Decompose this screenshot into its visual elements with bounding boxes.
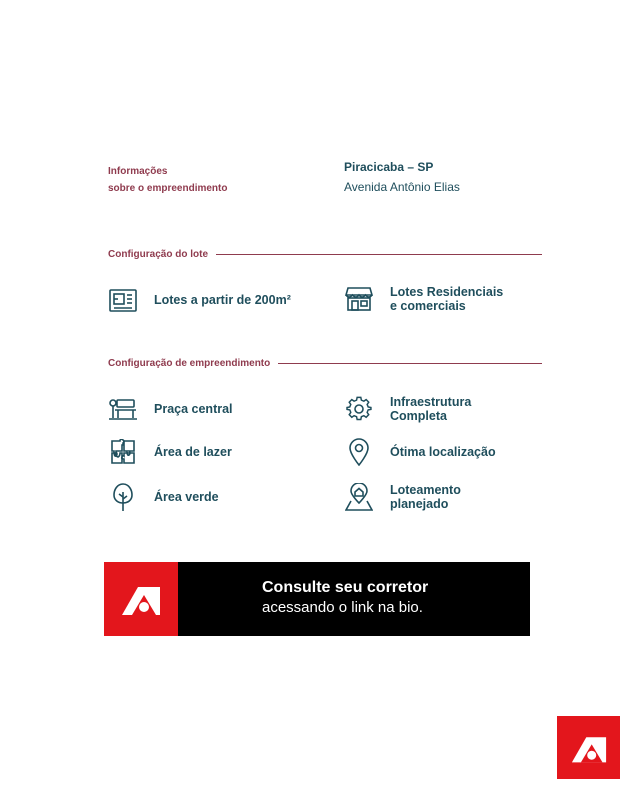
store-icon bbox=[344, 284, 374, 314]
section-empreendimento-title: Configuração de empreendimento bbox=[108, 358, 271, 369]
feature-loteamento-planejado bbox=[344, 482, 461, 512]
cta-subtitle: acessando o link na bio. bbox=[262, 599, 423, 616]
info-label-line1: Informações bbox=[108, 166, 168, 177]
feature-text-line1: Loteamento bbox=[390, 483, 461, 497]
section-divider bbox=[278, 363, 542, 364]
feature-area-lazer bbox=[108, 437, 232, 467]
brand-logo bbox=[104, 562, 178, 636]
section-lote-header bbox=[108, 249, 542, 260]
feature-lotes-residenciais bbox=[344, 284, 503, 314]
blueprint-icon bbox=[108, 285, 138, 315]
feature-infraestrutura bbox=[344, 394, 471, 424]
info-label-line2: sobre o empreendimento bbox=[108, 183, 228, 194]
location-street: Avenida Antônio Elias bbox=[344, 180, 460, 194]
feature-text-line2: e comerciais bbox=[390, 299, 466, 313]
bench-icon bbox=[108, 394, 138, 424]
feature-text-line1: Lotes Residenciais bbox=[390, 285, 504, 299]
section-divider bbox=[216, 254, 542, 255]
cta-title: Consulte seu corretor bbox=[262, 579, 429, 596]
feature-text-line1: Infraestrutura bbox=[390, 395, 472, 409]
feature-text: Área de lazer bbox=[154, 445, 232, 459]
gear-icon bbox=[344, 394, 374, 424]
feature-text: Praça central bbox=[154, 402, 233, 416]
feature-lotes-tamanho bbox=[108, 285, 291, 315]
cta-banner[interactable] bbox=[104, 562, 530, 636]
feature-text: Ótima localização bbox=[390, 445, 496, 459]
feature-text: Área verde bbox=[154, 490, 219, 504]
info-label bbox=[108, 163, 227, 197]
location-city: Piracicaba – SP bbox=[344, 160, 434, 174]
location-pin-icon bbox=[344, 437, 374, 467]
section-lote-title: Configuração do lote bbox=[108, 249, 208, 260]
puzzle-icon bbox=[108, 437, 138, 467]
feature-text-line2: planejado bbox=[390, 497, 449, 511]
tree-icon bbox=[108, 482, 138, 512]
feature-text-line2: Completa bbox=[390, 409, 447, 423]
feature-praca-central bbox=[108, 394, 233, 424]
feature-otima-localizacao bbox=[344, 437, 496, 467]
feature-text: Lotes a partir de 200m² bbox=[154, 293, 291, 307]
map-home-icon bbox=[344, 482, 374, 512]
section-empreendimento-header bbox=[108, 358, 542, 369]
feature-area-verde bbox=[108, 482, 219, 512]
corner-brand-logo bbox=[557, 716, 620, 779]
